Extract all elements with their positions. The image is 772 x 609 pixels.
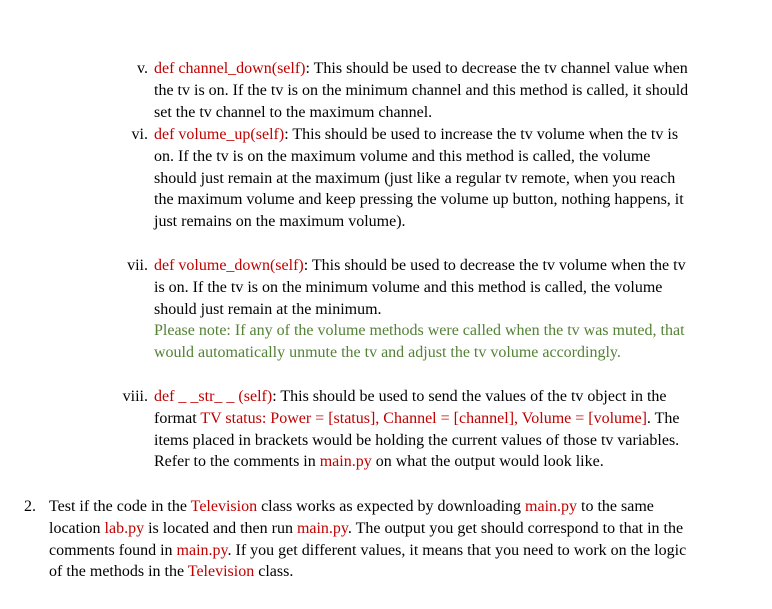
list-item-body bbox=[154, 386, 694, 473]
text-segment: is located and then run bbox=[144, 519, 297, 537]
list-item-body bbox=[154, 58, 694, 123]
list-item-body bbox=[154, 255, 694, 364]
note-text: Please note: If any of the volume methods were called when the tv was muted, that would automatically unmute the tv and adjust the tv volume accordingly. bbox=[154, 322, 685, 362]
class-name: Television bbox=[187, 563, 255, 581]
list-marker: viii. bbox=[122, 388, 148, 405]
list-item-v bbox=[0, 58, 700, 123]
list-marker: v. bbox=[137, 60, 148, 77]
text-segment: . The output you get should correspond to that in the comments found in bbox=[49, 519, 684, 559]
method-signature: def _ _str_ _ (self) bbox=[154, 388, 273, 405]
list-item-viii bbox=[0, 386, 700, 473]
text-segment: class. bbox=[254, 563, 294, 581]
text-segment: class works as expected by downloading bbox=[257, 498, 526, 515]
method-description: : This should be used to send the values of the tv object in the format bbox=[154, 388, 667, 427]
method-description: : This should be used to decrease the tv volume when the tv is on. If the tv is on the minimum volume and this method is called, the volume should just remain at the minimum. bbox=[154, 257, 686, 318]
method-signature: def volume_down(self) bbox=[154, 257, 304, 274]
class-name: Television bbox=[190, 498, 258, 515]
list-item-2 bbox=[0, 496, 700, 583]
method-signature: def channel_down(self) bbox=[154, 60, 306, 77]
file-name: main.py bbox=[176, 541, 228, 559]
file-name: main.py bbox=[296, 519, 348, 537]
output-format: TV status: Power = [status], Channel = [channel], Volume = [volume] bbox=[200, 409, 647, 427]
list-marker: vi. bbox=[131, 126, 148, 143]
list-item-body bbox=[154, 124, 694, 233]
method-description-end: on what the output would look like. bbox=[371, 453, 604, 471]
method-description: : This should be used to decrease the tv channel value when the tv is on. If the tv is on the minimum channel and this method is called, it should set the tv channel to the maximum channel. bbox=[154, 60, 689, 121]
method-description: : This should be used to increase the tv volume when the tv is on. If the tv is on the maximum volume and this method is called, the volume should just remain at the maximum (just like a regular tv remote, when you reach the maximum volume and keep pressing the volume up button, nothing happens, it just remains on the maximum volume). bbox=[154, 126, 684, 231]
file-name: lab.py bbox=[104, 519, 145, 537]
method-description-cont: . The items placed in brackets would be holding the current values of those tv variables. Refer to the comments in bbox=[154, 409, 680, 471]
text-segment: to the same location bbox=[49, 498, 654, 537]
list-item-body bbox=[49, 496, 689, 583]
list-item-vii bbox=[0, 255, 700, 364]
file-name: main.py bbox=[319, 453, 372, 471]
list-item-vi bbox=[0, 124, 700, 233]
list-marker: vii. bbox=[127, 257, 148, 274]
method-signature: def volume_up(self) bbox=[154, 126, 285, 143]
file-name: main.py bbox=[525, 498, 578, 515]
list-marker: 2. bbox=[24, 498, 36, 515]
text-segment: Test if the code in the bbox=[49, 498, 191, 515]
text-segment: . If you get different values, it means that you need to work on the logic of the methods in the bbox=[49, 541, 687, 581]
